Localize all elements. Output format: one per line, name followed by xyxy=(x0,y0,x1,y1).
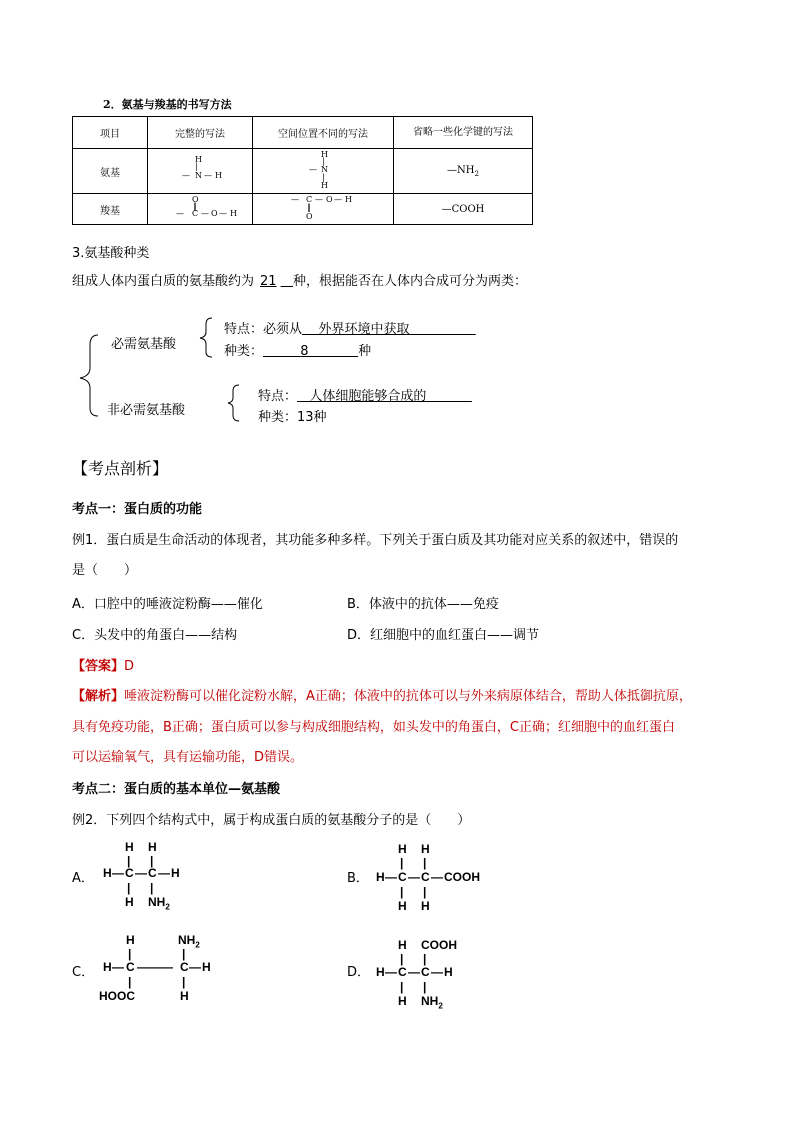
nonessential-kinds: 种类：13种 xyxy=(258,410,327,425)
option-c: C．头发中的角蛋白——结构 xyxy=(72,628,238,643)
analysis-heading: 【考点剖析】 xyxy=(72,459,169,478)
section-2-title: 2．氨基与羧基的书写方法 xyxy=(103,98,232,111)
carboxyl-spatial-formula: — C — O — H ‖ O xyxy=(253,194,394,225)
row-label-amino: 氨基 xyxy=(73,149,148,194)
table-header: 省略一些化学键的写法 xyxy=(394,117,533,149)
amino-full-formula: H | — N — H xyxy=(148,149,253,194)
carboxyl-short-formula: —COOH xyxy=(394,194,533,225)
section-3-title: 3.氨基酸种类 xyxy=(72,246,150,261)
nonessential-name: 非必需氨基酸 xyxy=(107,403,186,418)
option-d: D．红细胞中的血红蛋白——调节 xyxy=(347,628,540,643)
point1-title: 考点一：蛋白质的功能 xyxy=(72,502,203,517)
table-header: 完整的写法 xyxy=(148,117,253,149)
option-a: A．口腔中的唾液淀粉酶——催化 xyxy=(72,597,263,612)
amino-spatial-formula: H | N — | H xyxy=(253,149,394,194)
table-header: 空间位置不同的写法 xyxy=(253,117,394,149)
row-label-carboxyl: 羧基 xyxy=(73,194,148,225)
amino-carboxyl-table xyxy=(72,116,533,225)
option-b-label: B． xyxy=(347,871,369,886)
question1-cont: 是（ ） xyxy=(72,563,138,578)
question1: 例1．蛋白质是生命活动的体现者，其功能多种多样。下列关于蛋白质及其功能对应关系的叙述中，错误的 xyxy=(72,533,679,548)
nonessential-brace xyxy=(225,382,245,424)
option-d-label: D． xyxy=(347,965,371,980)
option-b: B．体液中的抗体——免疫 xyxy=(347,597,499,612)
explanation-line-3: 可以运输氧气，具有运输功能，D错误。 xyxy=(72,750,304,765)
question2: 例2．下列四个结构式中，属于构成蛋白质的氨基酸分子的是（ ） xyxy=(72,813,471,828)
point2-title: 考点二：蛋白质的基本单位—氨基酸 xyxy=(72,782,281,797)
explanation-line-2: 具有免疫功能，B正确；蛋白质可以参与构成细胞结构，如头发中的角蛋白，C正确；红细胞中的血红蛋白 xyxy=(72,720,675,735)
nonessential-feature: 特点： 人体细胞能够合成的 xyxy=(258,389,427,404)
intro-line: 组成人体内蛋白质的氨基酸约为 21 种，根据能否在人体内合成可分为两类： xyxy=(72,274,527,289)
answer-line: 【答案】D xyxy=(72,659,135,674)
table-header: 项目 xyxy=(73,117,148,149)
option-a-label: A． xyxy=(72,871,94,886)
explanation-line-1: 【解析】唾液淀粉酶可以催化淀粉水解，A正确；体液中的抗体可以与外来病原体结合，帮助人体抵御抗原， xyxy=(72,689,692,704)
essential-feature: 特点：必须从 外界环境中获取 xyxy=(224,322,410,337)
essential-kinds: 种类： 8 种 xyxy=(224,344,372,359)
carboxyl-full-formula: O ‖ — C — O — H xyxy=(148,194,253,225)
amino-short-formula: $—NH_2$ xyxy=(394,149,533,194)
essential-name: 必需氨基酸 xyxy=(111,337,177,352)
option-c-label: C． xyxy=(72,965,95,980)
